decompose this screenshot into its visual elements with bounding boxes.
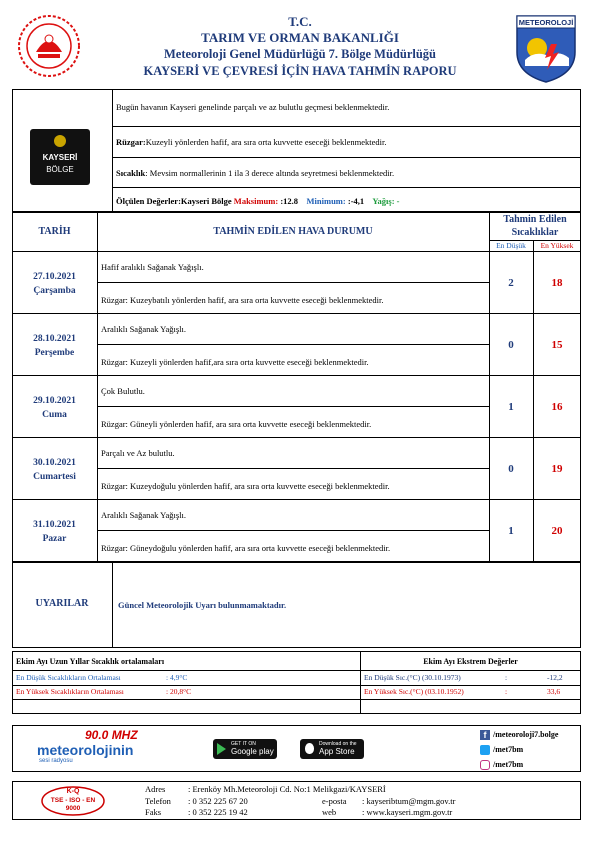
measured-rain-label: Yağış:: [372, 196, 395, 206]
forecast-high: 19: [551, 463, 563, 475]
forecast-weather: Çok Bulutlu.: [101, 386, 145, 396]
google-play-button[interactable]: [213, 739, 277, 759]
col-header-temps-2: Sıcaklıklar: [511, 227, 559, 238]
ext-low-value: -12,2: [547, 673, 563, 682]
avg-high-value: : 20,8°C: [166, 687, 192, 696]
forecast-wind: Rüzgar: Kuzeybatılı yönlerden hafif, ara sıra orta kuvvette eseceği beklenmektedir.: [101, 295, 384, 305]
col-header-temps-1: Tahmin Edilen: [503, 214, 567, 225]
summary-wind-text: Kuzeyli yönlerden hafif, ara sıra orta kuvvette eseceği beklenmektedir.: [145, 137, 387, 147]
forecast-low: 2: [508, 277, 514, 289]
tse-bottom: 9000: [65, 805, 81, 812]
forecast-weather: Parçalı ve Az bulutlu.: [101, 448, 175, 458]
summary-temp-text: : Mevsim normallerinin 1 ila 3 derece altında seyretmesi beklenmektedir.: [145, 168, 395, 178]
app-store-button[interactable]: [300, 739, 364, 759]
google-play-small: GET IT ON: [231, 741, 256, 747]
measured-min-label: Minimum:: [306, 196, 346, 206]
header-report-title: KAYSERİ VE ÇEVRESİ İÇİN HAVA TAHMİN RAPORU: [143, 64, 457, 78]
google-play-label: Google play: [231, 747, 274, 756]
ext-high-sep: :: [505, 687, 508, 696]
averages-title: Ekim Ayı Uzun Yıllar Sıcaklık ortalamaları: [16, 657, 165, 666]
measured-min-value: :-4,1: [347, 196, 365, 206]
summary-general: Bugün havanın Kayseri genelinde parçalı ve az bulutlu geçmesi beklenmektedir.: [116, 102, 390, 112]
extremes-title: Ekim Ayı Ekstrem Değerler: [423, 657, 518, 666]
region-badge-icon: [54, 135, 66, 147]
radio-frequency: 90.0 MHZ: [85, 728, 138, 742]
ext-high-value: 33,6: [547, 687, 561, 696]
forecast-date: 27.10.2021: [33, 272, 76, 282]
forecast-weather: Hafif aralıklı Sağanak Yağışlı.: [101, 262, 204, 272]
email-value[interactable]: : kayseribtum@mgm.gov.tr: [362, 796, 456, 806]
region-badge-line1: KAYSERİ: [42, 153, 78, 162]
forecast-high: 16: [551, 401, 563, 413]
fax-value: : 0 352 225 19 42: [188, 807, 248, 817]
instagram-handle: /met7bm: [493, 760, 524, 769]
ext-low-sep: :: [505, 673, 508, 682]
instagram-icon: [480, 760, 490, 770]
fax-label: Faks: [145, 807, 162, 817]
col-header-forecast: TAHMİN EDİLEN HAVA DURUMU: [213, 226, 373, 237]
forecast-date: 29.10.2021: [33, 396, 76, 406]
meteoroloji-logo-text: METEOROLOJİ: [518, 18, 574, 27]
forecast-weather: Aralıklı Sağanak Yağışlı.: [101, 324, 186, 334]
header-ministry: TARIM VE ORMAN BAKANLIĞI: [201, 30, 399, 45]
forecast-high: 20: [551, 525, 563, 537]
ext-high-label: En Yüksek Sıc.(°C) (03.10.1952): [364, 687, 464, 696]
forecast-high: 15: [551, 339, 563, 351]
header-directorate: Meteoroloji Genel Müdürlüğü 7. Bölge Müdürlüğü: [164, 47, 436, 61]
forecast-high: 18: [551, 277, 563, 289]
forecast-low: 0: [508, 463, 514, 475]
forecast-date: 28.10.2021: [33, 334, 76, 344]
warnings-label: UYARILAR: [35, 598, 89, 609]
header-tc: T.C.: [288, 14, 312, 29]
phone-value: : 0 352 225 67 20: [188, 796, 248, 806]
summary-wind-label: Rüzgar:: [116, 137, 146, 147]
apple-icon: [305, 743, 314, 754]
forecast-wind: Rüzgar: Güneydoğulu yönlerden hafif, ara sıra orta kuvvette eseceği beklenmektedir.: [101, 543, 391, 553]
summary-temp-label: Sıcaklık: [116, 168, 146, 178]
avg-low-value: : 4,9°C: [166, 673, 188, 682]
twitter-icon: [480, 745, 490, 755]
web-value[interactable]: : www.kayseri.mgm.gov.tr: [362, 807, 453, 817]
forecast-day: Cuma: [42, 410, 67, 420]
forecast-low: 0: [508, 339, 514, 351]
address-value: : Erenköy Mh.Meteoroloji Cd. No:1 Melikgazi/KAYSERİ: [188, 784, 386, 794]
region-badge-line2: BÖLGE: [46, 165, 74, 174]
forecast-wind: Rüzgar: Kuzeyli yönlerden hafif,ara sıra orta kuvvette eseceği beklenmektedir.: [101, 357, 369, 367]
summary-measured: [116, 196, 400, 206]
google-play-icon: [217, 743, 226, 755]
radio-slogan: sesi radyosu: [39, 758, 73, 764]
ministry-emblem: [14, 12, 84, 80]
twitter-handle: /met7bm: [493, 745, 524, 754]
tse-middle: TSE - ISO - EN: [50, 797, 96, 804]
facebook-icon: f: [480, 730, 490, 740]
measured-rain-value: -: [396, 196, 400, 206]
col-header-date: TARİH: [38, 226, 71, 237]
app-store-label: App Store: [319, 747, 355, 756]
col-header-high: En Yüksek: [540, 241, 574, 250]
radio-logo: [35, 728, 165, 768]
summary-wind: [116, 137, 386, 147]
forecast-day: Cumartesi: [33, 472, 76, 482]
forecast-date: 31.10.2021: [33, 520, 76, 530]
measured-label: Ölçülen Değerler:Kayseri Bölge: [116, 196, 232, 206]
web-label: web: [322, 807, 337, 817]
forecast-day: Perşembe: [34, 348, 75, 358]
tse-cert-logo: [40, 785, 106, 817]
forecast-low: 1: [508, 401, 514, 413]
warnings-text: Güncel Meteorolojik Uyarı bulunmamaktadır.: [118, 600, 287, 610]
region-badge: [30, 129, 90, 185]
forecast-date: 30.10.2021: [33, 458, 76, 468]
email-label: e-posta: [322, 796, 347, 806]
forecast-day: Pazar: [42, 534, 67, 544]
avg-low-label: En Düşük Sıcaklıkların Ortalaması: [16, 673, 121, 682]
summary-temp: [116, 168, 394, 178]
forecast-wind: Rüzgar: Güneyli yönlerden hafif, ara sıra orta kuvvette eseceği beklenmektedir.: [101, 419, 372, 429]
forecast-wind: Rüzgar: Kuzeydoğulu yönlerden hafif, ara sıra orta kuvvette eseceği beklenmektedir.: [101, 481, 390, 491]
forecast-low: 1: [508, 525, 514, 537]
phone-label: Telefon: [145, 796, 171, 806]
facebook-handle: /meteoroloji7.bolge: [493, 730, 559, 739]
measured-max-value: :12.8: [280, 196, 299, 206]
ext-low-label: En Düşük Sıc.(°C) (30.10.1973): [364, 673, 461, 682]
measured-max-label: Maksimum:: [233, 196, 279, 206]
meteoroloji-logo: [515, 14, 577, 84]
forecast-weather: Aralıklı Sağanak Yağışlı.: [101, 510, 186, 520]
avg-high-label: En Yüksek Sıcaklıkların Ortalaması: [16, 687, 124, 696]
forecast-day: Çarşamba: [33, 286, 76, 296]
radio-name: meteorolojinin: [37, 742, 134, 758]
tse-top: K-Q: [66, 788, 80, 795]
col-header-low: En Düşük: [496, 241, 526, 250]
app-store-small: Download on the: [319, 741, 357, 747]
address-label: Adres: [145, 784, 166, 794]
